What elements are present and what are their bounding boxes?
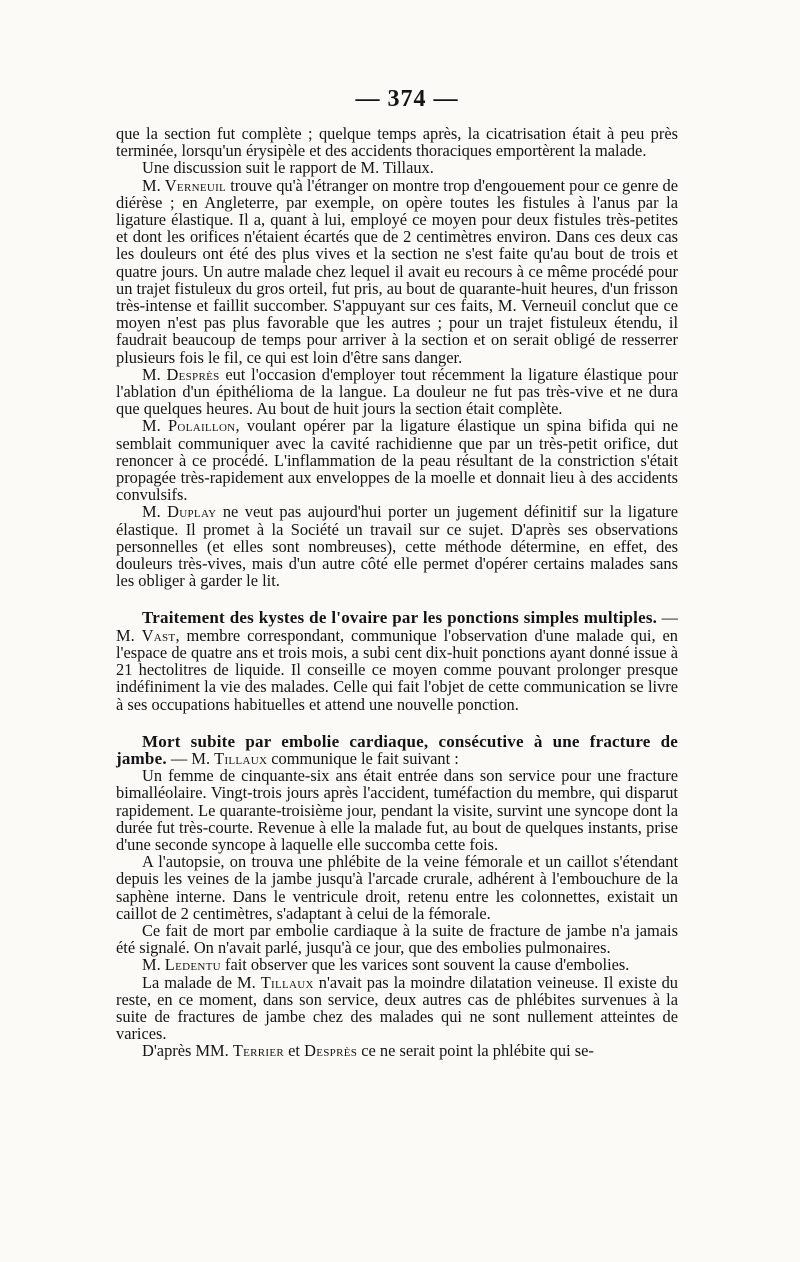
author-name: Polaillon [168, 416, 236, 436]
author-name: Verneuil [164, 175, 227, 195]
section-kystes-ovaire: Traitement des kystes de l'ovaire par les ponctions simples multiples. — M. Vast, membre correspondant, communique l'observation d'une malade qui, en l'espace de quatre ans et trois mois, a subi cent dix-huit ponctions ayant donné issue à 21 hectolitres de liquide. Il conseille ce moyen comme pouvant prolonger presque indéfiniment la vie des malades. Celle qui fait l'objet de cette communication se livre à ses occupations habituelles et attend une nouvelle ponction. [116, 608, 678, 714]
section-title: Traitement des kystes de l'ovaire par les ponctions simples multiples. [142, 608, 658, 628]
paragraph-continuation: que la section fut complète ; quelque temps après, la cicatrisation était à peu près terminée, lorsqu'un érysipèle et des accidents thoraciques emportèrent la malade. [116, 124, 678, 161]
paragraph-autopsie: A l'autopsie, on trouva une phlébite de la veine fémorale et un caillot s'étendant depuis les veines de la jambe jusqu'à l'arcade crurale, adhérent à l'embouchure de la saphène interne. Dans le ventricule droit, retenu entre les colonnettes, existait un caillot de 2 centimètres, s'adaptant à celui de la fémorale. [116, 852, 678, 923]
paragraph-case: Un femme de cinquante-six ans était entrée dans son service pour une fracture bimalléolaire. Vingt-trois jours après l'accident, tuméfaction du membre, qui disparut rapidement. Le quarante-troisième jour, pendant la visite, survint une syncope dont la durée fut très-courte. Revenue à elle la malade fut, au bout de quelques instants, prise d'une seconde syncope à laquelle elle succomba cette fois. [116, 766, 678, 854]
paragraph-polaillon: M. Polaillon, voulant opérer par la ligature élastique un spina bifida qui ne semblait communiquer avec la cavité rachidienne que par un très-petit orifice, dut renoncer à ce procédé. L'inflammation de la peau résultant de la constriction s'était propagée très-rapidement aux enveloppes de la moelle et donnait lieu à des accidents convulsifs. [116, 416, 678, 505]
paragraph-despres: M. Desprès eut l'occasion d'employer tout récemment la ligature élastique pour l'ablation d'un épithélioma de la langue. La douleur ne fut pas très-vive et ne dura que quelques heures. Au bout de huit jours la section était complète. [116, 364, 678, 419]
author-name: Vast [141, 625, 176, 645]
paragraph-verneuil: M. Verneuil trouve qu'à l'étranger on montre trop d'engouement pour ce genre de diérèse ; en Angleterre, par exemple, on opère toutes les fistules à l'anus par la ligature élastique. Il a, quant à lui, employé ce moyen pour deux fistules très-petites et dont les orifices n'étaient écartés que de 2 centimètres environ. Dans ces deux cas les douleurs ont été des plus vives et la section ne s'est faite qu'au bout de trois et quatre jours. Un autre malade chez lequel il avait eu recours à ce même procédé pour un trajet fistuleux du gros orteil, fut pris, au bout de quarante-huit heures, d'un frisson très-intense et faillit succomber. S'appuyant sur ces faits, M. Verneuil conclut que ce moyen n'est pas plus favorable que les autres ; pour un trajet fistuleux étendu, il faudrait beaucoup de temps pour arriver à la section et on serait obligé de resserrer plusieurs fois le fil, ce qui est loin d'être sans danger. [116, 175, 678, 367]
paragraph-duplay: M. Duplay ne veut pas aujourd'hui porter un jugement définitif sur la ligature élastique. Il promet à la Société un travail sur ce sujet. D'après ses observations personnelles (et elles sont nombreuses), cette méthode détermine, en effet, des douleurs très-vives, mais d'un autre côté elle permet d'opérer certains malades sans les obliger à garder le lit. [116, 502, 678, 591]
page-number: — 374 — [355, 86, 459, 112]
author-name: Tillaux [260, 972, 314, 992]
paragraph-terrier-despres: D'après MM. Terrier et Desprès ce ne serait point la phlébite qui se- [142, 1041, 594, 1061]
author-name: Duplay [167, 502, 217, 522]
author-name: Tillaux [214, 748, 268, 768]
author-name: Desprès [166, 364, 220, 384]
section-embolie-cardiaque: Mort subite par embolie cardiaque, consécutive à une fracture de jambe. — M. Tillaux communique le fait suivant : [116, 731, 678, 768]
paragraph-conclusion: Ce fait de mort par embolie cardiaque à la suite de fracture de jambe n'a jamais été signalé. On n'avait parlé, jusqu'à ce jour, que des embolies pulmonaires. [116, 920, 678, 958]
author-name: Terrier [232, 1041, 285, 1061]
author-name: Desprès [304, 1041, 358, 1061]
paragraph-discussion: Une discussion suit le rapport de M. Tillaux. [142, 158, 434, 178]
author-name: Ledentu [164, 955, 221, 975]
paragraph-tillaux-reply: La malade de M. Tillaux n'avait pas la moindre dilatation veineuse. Il existe du reste, en ce moment, dans son service, deux autres cas de phlébites survenues à la suite de fractures de jambe chez des malades qui ne sont nullement atteintes de varices. [116, 972, 678, 1044]
section-title: Mort subite par embolie cardiaque, consécutive à une fracture de jambe. [116, 731, 678, 768]
paragraph-ledentu: M. Ledentu fait observer que les varices sont souvent la cause d'embolies. [142, 955, 630, 975]
